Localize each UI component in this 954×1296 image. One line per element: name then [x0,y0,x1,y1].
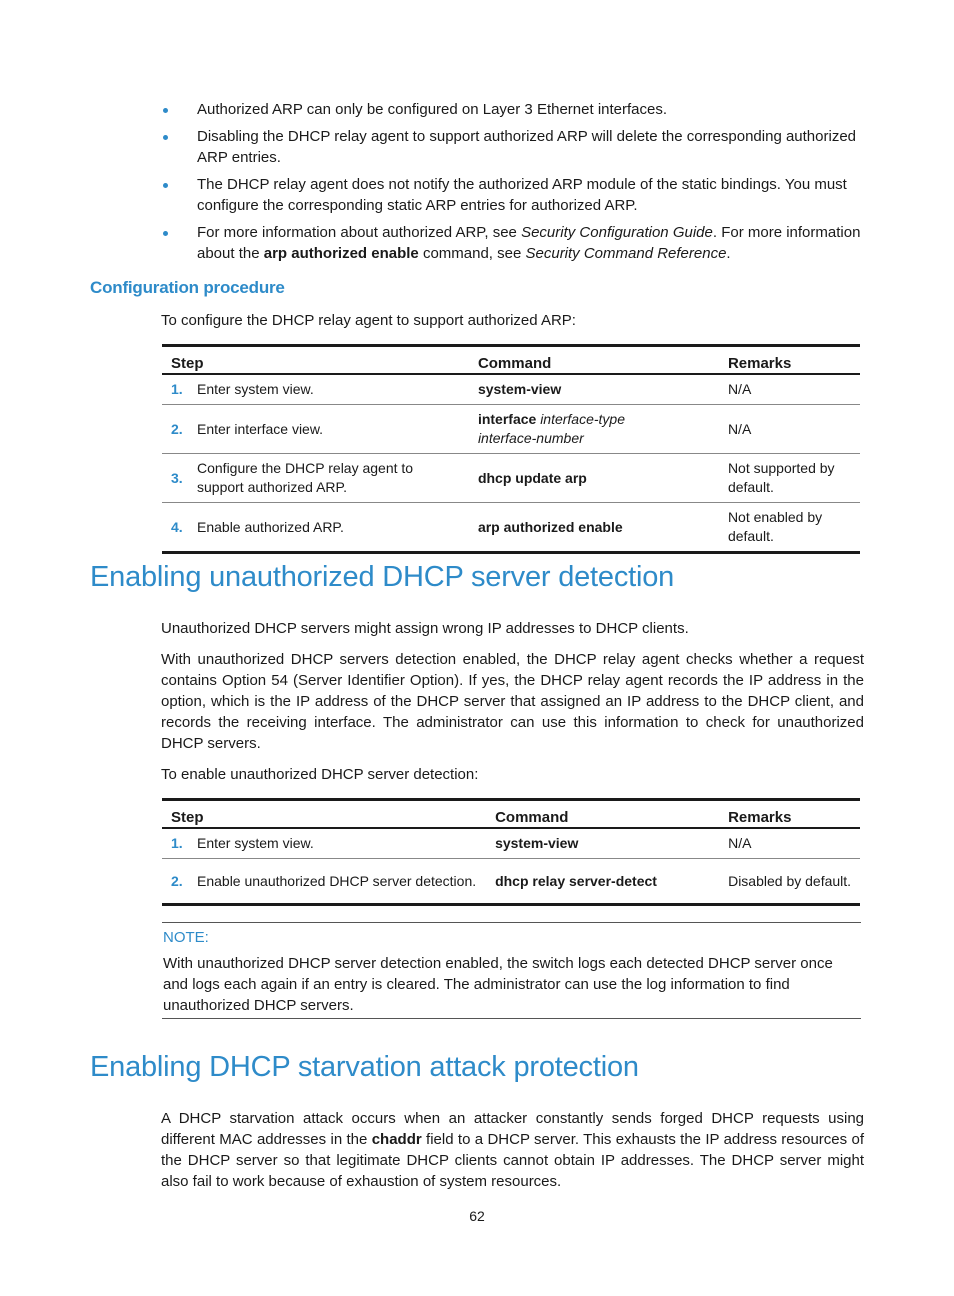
paragraph: Unauthorized DHCP servers might assign wrong IP addresses to DHCP clients. [161,620,689,637]
bullet-item: Authorized ARP can only be configured on Layer 3 Ethernet interfaces. [160,99,866,120]
header-remarks: Remarks [719,800,860,829]
section-heading: Enabling unauthorized DHCP server detection [90,561,675,593]
note-label: NOTE: [163,929,209,946]
procedure-intro: To enable unauthorized DHCP server detection: [161,766,479,783]
step-number: 2. [162,405,193,454]
step-description: Enter interface view. [193,405,469,454]
command-keyword: arp authorized enable [263,245,419,262]
step-remarks: Not enabled by default. [719,503,860,553]
bullet-item: The DHCP relay agent does not notify the authorized ARP module of the static bindings. You must configure the corresponding static ARP entries for authorized ARP. [160,174,866,216]
step-command: arp authorized enable [469,503,719,553]
bullet-item: Disabling the DHCP relay agent to support authorized ARP will delete the corresponding authorized ARP entries. [160,126,866,168]
step-number: 1. [162,374,193,405]
table-row [162,405,860,454]
procedure-intro: To configure the DHCP relay agent to support authorized ARP: [161,312,576,329]
config-steps-table [162,344,860,554]
bullet-list [160,99,866,270]
step-number: 2. [162,859,193,905]
table-row [162,374,860,405]
step-description: Enter system view. [193,374,469,405]
field-keyword: chaddr [371,1131,422,1148]
header-command: Command [486,800,719,829]
step-number: 3. [162,454,193,503]
step-remarks: N/A [719,828,860,859]
step-command: dhcp update arp [469,454,719,503]
table-row [162,859,860,905]
step-description: Enter system view. [193,828,486,859]
table-header-row [162,346,860,375]
guide-reference: Security Command Reference [525,245,727,262]
note-box [162,922,861,1019]
header-step: Step [162,346,469,375]
step-description: Enable unauthorized DHCP server detection. [193,859,486,905]
step-command: interface interface-type interface-number [469,405,719,454]
note-text: With unauthorized DHCP server detection enabled, the switch logs each detected DHCP server once and logs each again if an entry is cleared. The administrator can use the log information to find unauthorized DHCP servers. [163,955,833,1014]
step-command: dhcp relay server-detect [486,859,719,905]
detection-steps-table [162,798,860,906]
header-command: Command [469,346,719,375]
step-remarks: N/A [719,405,860,454]
page-number: 62 [469,1208,485,1224]
step-number: 1. [162,828,193,859]
section-subheading: Configuration procedure [90,278,285,297]
step-remarks: Disabled by default. [719,859,860,905]
paragraph: A DHCP starvation attack occurs when an attacker constantly sends forged DHCP requests using different MAC addresses in the chaddr field to a DHCP server. This exhausts the IP address resources of the DHCP server so that legitimate DHCP clients cannot obtain IP addresses. The DHCP server might also fail to work because of exhaustion of system resources. [161,1110,864,1190]
step-command: system-view [469,374,719,405]
step-remarks: Not supported by default. [719,454,860,503]
table-row [162,828,860,859]
paragraph: With unauthorized DHCP servers detection enabled, the DHCP relay agent checks whether a request contains Option 54 (Server Identifier Option). If yes, the DHCP relay agent records the IP address in the option, which is the IP address of the DHCP server that assigned an IP address to the DHCP client, and records the receiving interface. The administrator can use this information to check for unauthorized DHCP servers. [161,651,864,752]
table-row [162,454,860,503]
bullet-item: For more information about authorized ARP, see Security Configuration Guide. For more information about the arp authorized enable command, see Security Command Reference. [160,222,866,264]
header-step: Step [162,800,486,829]
guide-reference: Security Configuration Guide [521,224,713,241]
step-command: system-view [486,828,719,859]
step-number: 4. [162,503,193,553]
section-heading: Enabling DHCP starvation attack protection [90,1051,639,1083]
header-remarks: Remarks [719,346,860,375]
table-header-row [162,800,860,829]
step-remarks: N/A [719,374,860,405]
step-description: Enable authorized ARP. [193,503,469,553]
table-row [162,503,860,553]
step-description: Configure the DHCP relay agent to support authorized ARP. [193,454,469,503]
